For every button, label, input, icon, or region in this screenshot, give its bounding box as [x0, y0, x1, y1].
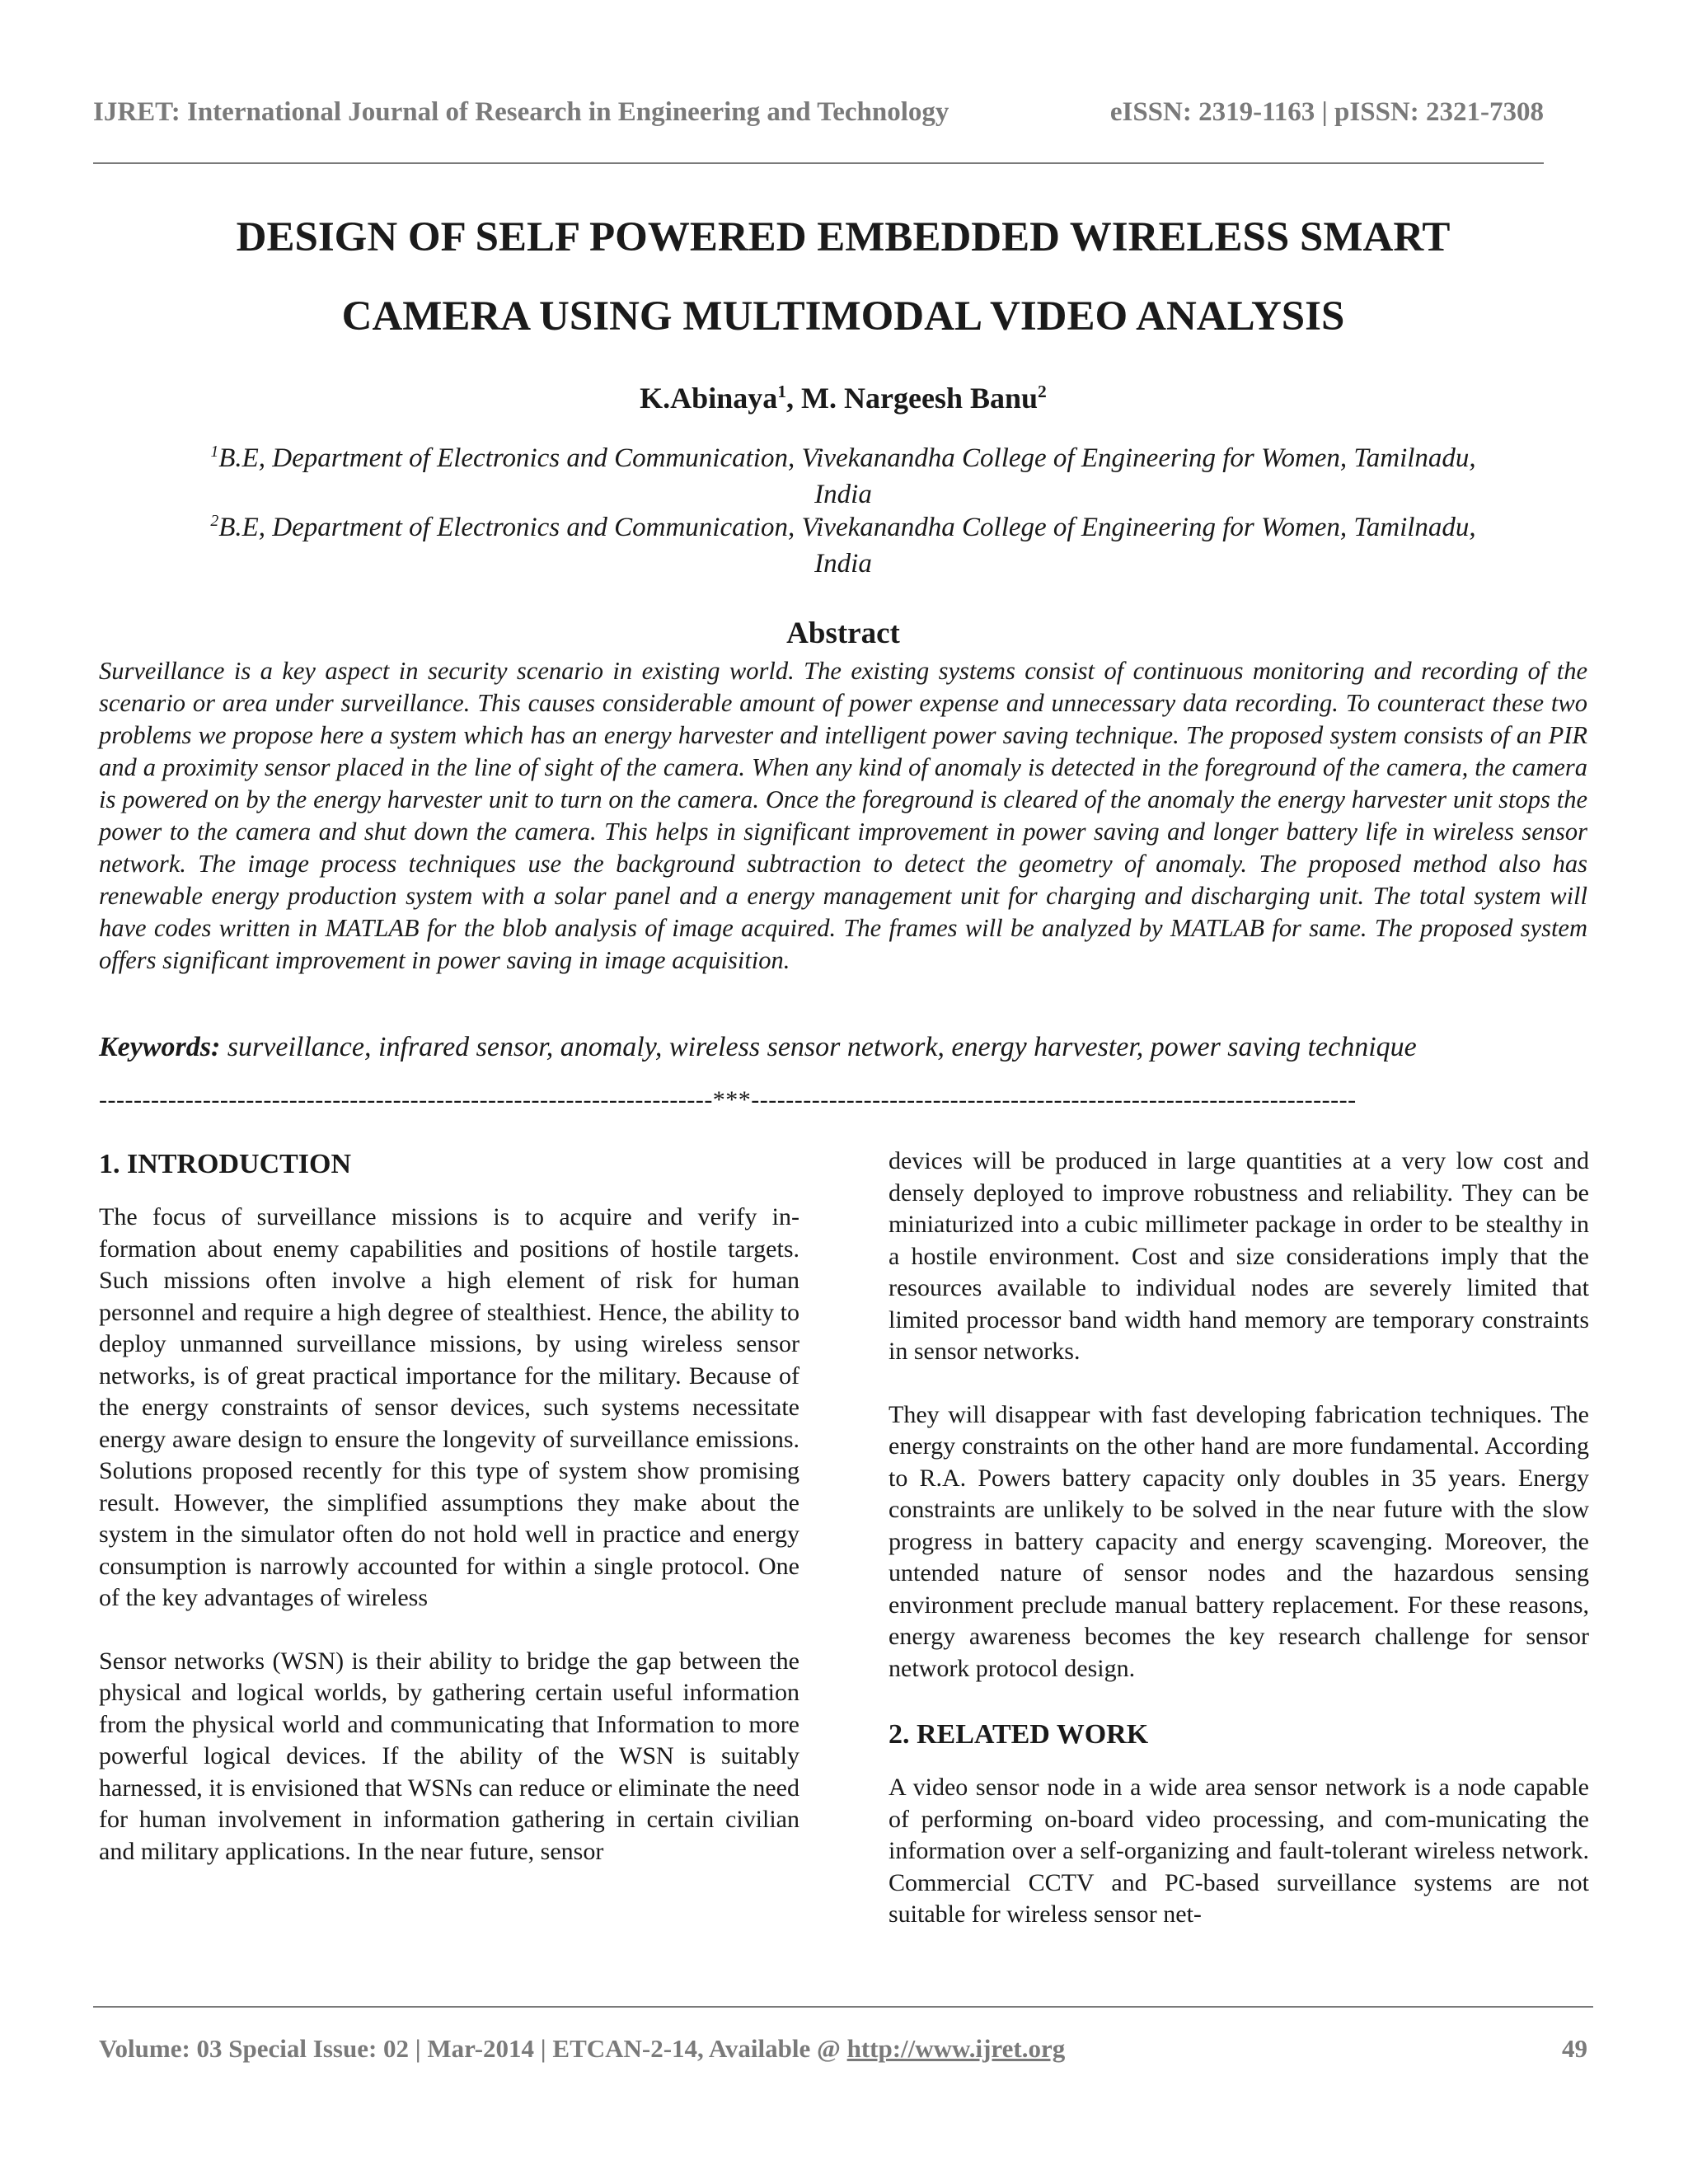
- affil-text: B.E, Department of Electronics and Communication, Vivekanandha College of Engineering for Women, Tamilnadu,: [218, 443, 1476, 473]
- footer-text: Volume: 03 Special Issue: 02 | Mar-2014 | ETCAN-2-14, Available @: [99, 2034, 847, 2063]
- page-footer: [99, 2034, 1587, 2070]
- running-header: [93, 97, 1544, 138]
- keywords-text: surveillance, infrared sensor, anomaly, wireless sensor network, energy harvester, power saving technique: [220, 1032, 1417, 1062]
- author-affil-mark: 1: [777, 382, 787, 401]
- right-column: [889, 1146, 1589, 1962]
- section-heading-introduction: 1. INTRODUCTION: [99, 1149, 352, 1179]
- paragraph: The focus of surveillance missions is to acquire and verify in-formation about enemy capabilities and positions of hostile targets. Such missions often involve a high element of risk for human personnel and require a high degree of stealthiest. Hence, the ability to deploy unmanned surveillance missions, by using wireless sensor networks, is of great practical importance for the military. Because of the energy constraints of sensor devices, such systems necessitate energy aware design to ensure the longevity of surveillance emissions. Solutions proposed recently for this type of system show promising result. However, the simplified assumptions they make about the system in the simulator often do not hold well in practice and energy consumption is narrowly accounted for within a single protocol. One of the key advantages of wireless: [99, 1203, 799, 1611]
- section-heading-related-work: 2. RELATED WORK: [889, 1719, 1149, 1750]
- paper-title: [93, 198, 1593, 356]
- abstract-heading: Abstract: [786, 616, 900, 650]
- section-separator: -----------------------------------------------------------------------***----------------------------------------------------------------------: [99, 1086, 1357, 1113]
- author-separator: ,: [786, 382, 802, 415]
- affiliation-1: [93, 440, 1593, 513]
- affil-country: India: [814, 549, 872, 579]
- affil-mark: 1: [210, 443, 219, 461]
- paragraph: A video sensor node in a wide area sensor network is a node capable of performing on-board video processing, and com-municating the information over a self-organizing and fault-tolerant wireless network. Commercial CCTV and PC-based surveillance systems are not suitable for wireless sensor net-: [889, 1774, 1589, 1928]
- header-rule: [93, 162, 1544, 164]
- affil-country: India: [814, 480, 872, 509]
- footer-info: [99, 2034, 1065, 2064]
- title-line-1: DESIGN OF SELF POWERED EMBEDDED WIRELESS SMART: [236, 214, 1451, 260]
- journal-name: IJRET: International Journal of Research in Engineering and Technology: [93, 97, 950, 127]
- page-number: 49: [1562, 2034, 1587, 2063]
- author-name: M. Nargeesh Banu: [801, 382, 1039, 415]
- affil-mark: 2: [210, 512, 219, 530]
- left-column: [99, 1146, 799, 1899]
- title-line-2: CAMERA USING MULTIMODAL VIDEO ANALYSIS: [341, 293, 1345, 340]
- author-name: K.Abinaya: [640, 382, 778, 415]
- journal-link[interactable]: http://www.ijret.org: [846, 2034, 1066, 2063]
- paragraph: Sensor networks (WSN) is their ability to bridge the gap between the physical and logical worlds, by gathering certain useful information from the physical world and communicating that Information to more powerful logical devices. If the ability of the WSN is suitably harnessed, it is envisioned that WSNs can reduce or eliminate the need for human involvement in information gathering in certain civilian and military applications. In the near future, sensor: [99, 1647, 799, 1865]
- issn-info: eISSN: 2319-1163 | pISSN: 2321-7308: [1109, 97, 1544, 127]
- abstract-body: Surveillance is a key aspect in security scenario in existing world. The existing systems consist of continuous monitoring and recording of the scenario or area under surveillance. This causes considerable amount of power expense and unnecessary data recording. To counteract these two problems we propose here a system which has an energy harvester and intelligent power saving technique. The proposed system consists of an PIR and a proximity sensor placed in the line of sight of the camera. When any kind of anomaly is detected in the foreground of the camera, the camera is powered on by the energy harvester unit to turn on the camera. Once the foreground is cleared of the anomaly the energy harvester unit stops the power to the camera and shut down the camera. This helps in significant improvement in power saving and longer battery life in wireless sensor network. The image process techniques use the background subtraction to detect the geometry of anomaly. The proposed method also has renewable energy production system with a solar panel and a energy management unit for charging and discharging unit. The total system will have codes written in MATLAB for the blob analysis of image acquired. The frames will be analyzed by MATLAB for same. The proposed system offers significant improvement in power saving in image acquisition.: [99, 657, 1587, 974]
- author-list: [93, 381, 1593, 415]
- author-affil-mark: 2: [1038, 382, 1047, 401]
- paragraph: They will disappear with fast developing fabrication techniques. The energy constraints on the other hand are more fundamental. According to R.A. Powers battery capacity only doubles in 35 years. Energy constraints are unlikely to be solved in the near future with the slow progress in battery capacity and energy scavenging. Moreover, the untended nature of sensor nodes and the hazardous sensing environment preclude manual battery replacement. For these reasons, energy awareness becomes the key research challenge for sensor network protocol design.: [889, 1400, 1589, 1682]
- keywords: [99, 1032, 1587, 1063]
- footer-rule: [93, 2006, 1593, 2008]
- affil-text: B.E, Department of Electronics and Communication, Vivekanandha College of Engineering for Women, Tamilnadu,: [218, 513, 1476, 542]
- paragraph: devices will be produced in large quantities at a very low cost and densely deployed to improve robustness and reliability. They can be miniaturized into a cubic millimeter package in order to be stealthy in a hostile environment. Cost and size considerations imply that the resources available to individual nodes are severely limited that limited processor band width hand memory are temporary constraints in sensor networks.: [889, 1147, 1589, 1365]
- affiliation-2: [93, 509, 1593, 582]
- keywords-label: Keywords:: [99, 1032, 221, 1062]
